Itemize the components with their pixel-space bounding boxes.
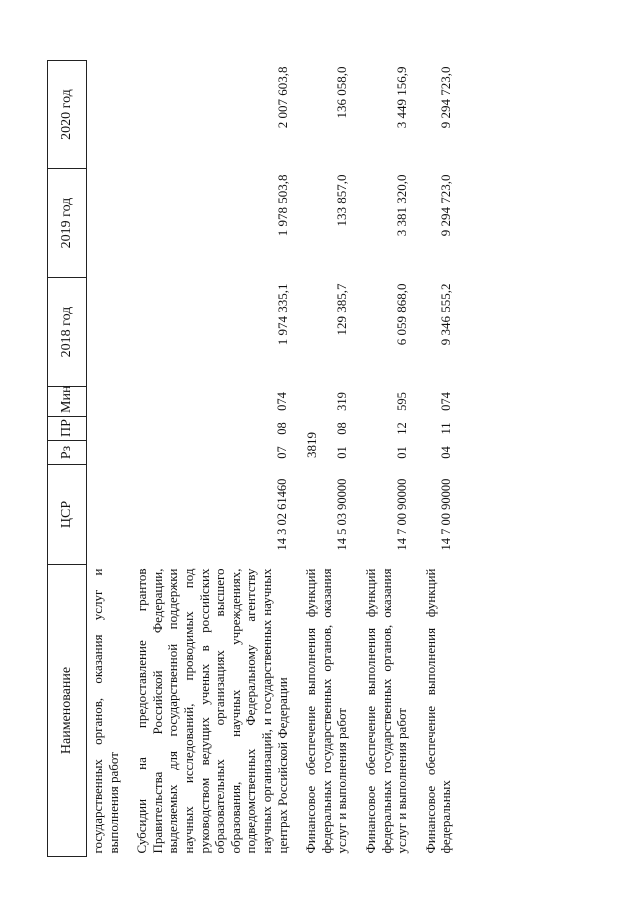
row-2018 — [87, 278, 125, 387]
row-rz: 01 — [394, 446, 409, 459]
row-csr: 14 7 00 90000 — [438, 478, 453, 551]
row-rz: 04 — [438, 446, 453, 459]
row-name: Финансовое обеспечение выполнения функций федеральных государственных органов, оказания услуг и выполнения работ — [362, 568, 410, 854]
table-row — [124, 61, 293, 857]
row-name: Финансовое обеспечение выполнения функций федеральных государственных органов, оказания услуг и выполнения работ — [303, 568, 350, 854]
row-2019: 1 978 503,8 — [274, 174, 290, 237]
row-pr: 12 — [394, 422, 409, 435]
row-rz — [87, 441, 125, 465]
row-2020 — [87, 61, 125, 169]
header-min: Мин — [48, 387, 87, 417]
row-2018: 129 385,7 — [334, 283, 350, 336]
row-csr: 14 7 00 90000 — [394, 478, 409, 551]
row-2018: 6 059 868,0 — [394, 283, 410, 346]
row-2019: 9 294 723,0 — [438, 174, 454, 237]
header-2019: 2019 год — [48, 169, 87, 278]
row-2018: 9 346 555,2 — [438, 283, 454, 346]
row-csr: 14 5 03 90000 — [334, 478, 349, 551]
header-pr: ПР — [48, 417, 87, 441]
row-name: Субсидии на предоставление грантов Правительства Российской Федерации, выделяемых для государственной поддержки научных исследований, проводимых под руководством ведущих ученых в российских образовательных организациях высшего образования, научных учреждениях, подведомственных Федеральному агентству научных организаций, и государственных научных центрах Российской Федерации — [134, 568, 290, 854]
row-name: Финансовое обеспечение выполнения функций федеральных — [422, 568, 454, 854]
rotated-table-container — [47, 61, 602, 857]
row-min — [87, 387, 125, 417]
row-name: государственных органов, оказания услуг и выполнения работ — [90, 568, 121, 854]
table-row — [353, 61, 413, 857]
row-csr — [87, 465, 125, 565]
table-row — [413, 61, 457, 857]
row-2018: 1 974 335,1 — [274, 283, 290, 346]
table-header-row — [48, 61, 87, 857]
row-pr: 08 — [334, 422, 349, 435]
row-2020: 2 007 603,8 — [274, 66, 290, 129]
header-rz: Рз — [48, 441, 87, 465]
row-min: 319 — [334, 392, 349, 411]
header-2018: 2018 год — [48, 278, 87, 387]
row-rz: 07 — [275, 446, 290, 459]
row-pr: 08 — [275, 422, 290, 435]
row-min: 595 — [394, 392, 409, 411]
header-csr: ЦСР — [48, 465, 87, 565]
table-row — [87, 61, 125, 857]
row-rz: 01 — [334, 446, 349, 459]
page-number: 3819 — [304, 432, 319, 458]
row-min: 074 — [275, 392, 290, 411]
header-2020: 2020 год — [48, 61, 87, 169]
row-2020: 9 294 723,0 — [438, 66, 454, 129]
row-csr: 14 3 02 61460 — [275, 478, 290, 551]
row-pr — [87, 417, 125, 441]
row-2019: 133 857,0 — [334, 174, 350, 227]
row-min: 074 — [438, 392, 453, 411]
row-2019 — [87, 169, 125, 278]
row-2020: 3 449 156,9 — [394, 66, 410, 129]
row-pr: 11 — [438, 422, 453, 435]
table-row — [293, 61, 353, 857]
row-2019: 3 381 320,0 — [394, 174, 410, 237]
budget-table — [47, 60, 457, 857]
row-2020: 136 058,0 — [334, 66, 350, 119]
header-name: Наименование — [48, 565, 87, 857]
